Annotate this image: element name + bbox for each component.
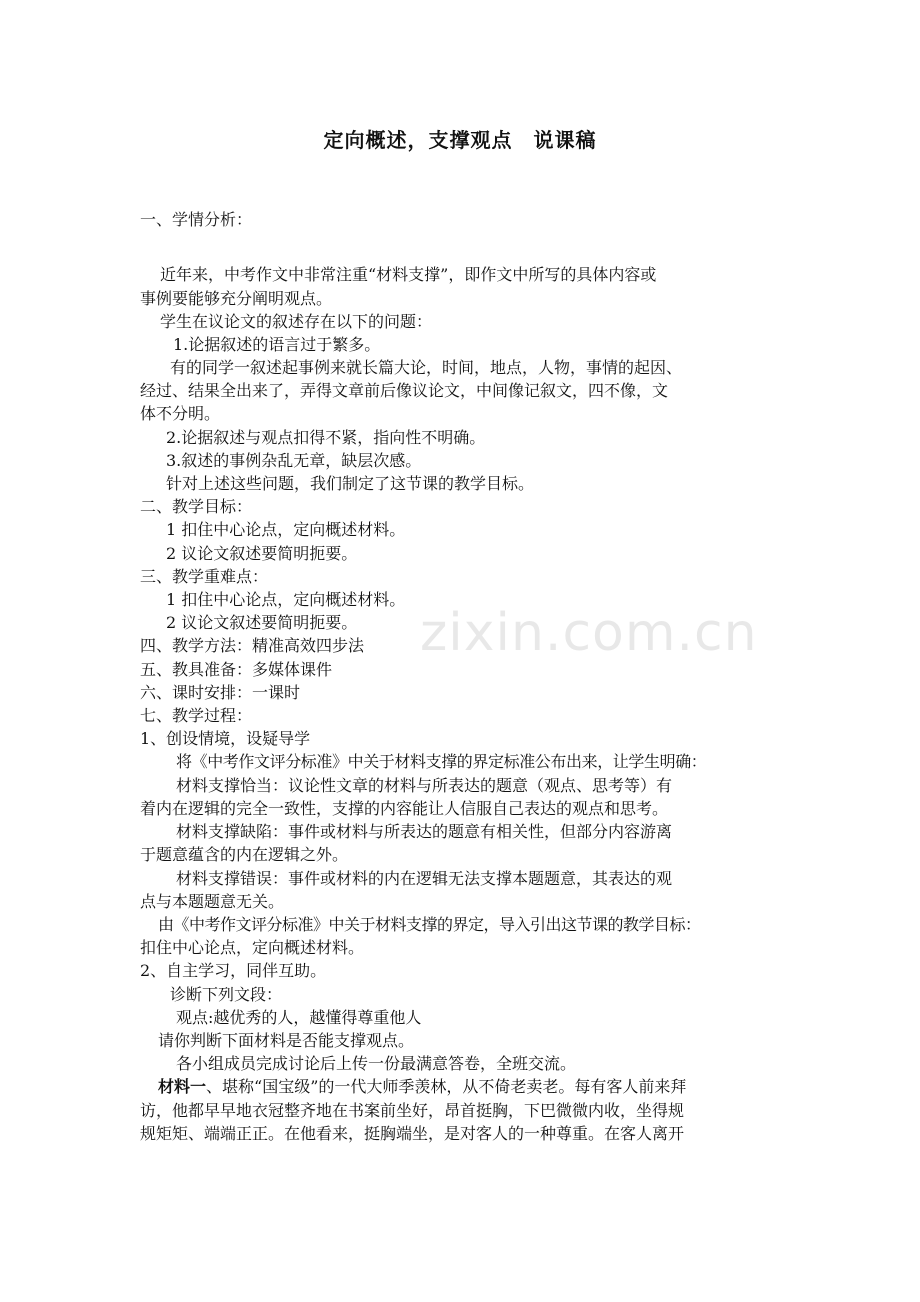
paragraph-line: 着内在逻辑的完全一致性，支撑的内容能让人信服自己表达的观点和思考。	[140, 799, 669, 818]
subsection-heading: 1、创设情境，设疑导学	[140, 729, 311, 748]
section-heading: 五、教具准备：多媒体课件	[140, 660, 333, 679]
paragraph-line: 近年来，中考作文中非常注重“材料支撑”，即作文中所写的具体内容或	[160, 265, 657, 284]
section-heading: 一、学情分析：	[140, 210, 253, 229]
paragraph-line: 针对上述这些问题，我们制定了这节课的教学目标。	[166, 474, 535, 493]
list-item: 1 扣住中心论点，定向概述材料。	[166, 590, 406, 609]
paragraph-line: 有的同学一叙述起事例来就长篇大论，时间，地点，人物，事情的起因、	[170, 358, 683, 377]
paragraph-line: 各小组成员完成讨论后上传一份最满意答卷，全班交流。	[176, 1054, 577, 1073]
paragraph-line: 诊断下列文段：	[170, 985, 283, 1004]
list-item: 1.论据叙述的语言过于繁多。	[173, 335, 381, 354]
paragraph-line: 访，他都早早地衣冠整齐地在书案前坐好，昂首挺胸，下巴微微内收，坐得规	[140, 1101, 685, 1120]
paragraph-line: 经过、结果全出来了，弄得文章前后像议论文，中间像记叙文，四不像，文	[140, 381, 669, 400]
subsection-heading: 2、自主学习，同伴互助。	[140, 961, 327, 980]
section-heading: 七、教学过程：	[140, 706, 253, 725]
section-heading: 六、课时安排：一课时	[140, 683, 301, 702]
list-item: 2 议论文叙述要简明扼要。	[166, 613, 358, 632]
paragraph-line: 请你判断下面材料是否能支撑观点。	[158, 1031, 415, 1050]
document-title: 定向概述，支撑观点 说课稿	[323, 128, 597, 152]
material-label: 材料一	[158, 1077, 207, 1096]
section-heading: 四、教学方法：精准高效四步法	[140, 636, 365, 655]
paragraph-line: 事例要能够充分阐明观点。	[140, 289, 333, 308]
list-item: 1 扣住中心论点，定向概述材料。	[166, 520, 406, 539]
material-line	[158, 1076, 808, 1098]
section-heading: 三、教学重难点：	[140, 567, 269, 586]
material-text: 、堪称“国宝级”的一代大师季羡林，从不倚老卖老。每有客人前来拜	[206, 1077, 687, 1096]
paragraph-line: 由《中考作文评分标准》中关于材料支撑的界定，导入引出这节课的教学目标：	[158, 915, 701, 934]
section-heading: 二、教学目标：	[140, 497, 253, 516]
list-item: 3.叙述的事例杂乱无章，缺层次感。	[166, 451, 422, 470]
watermark: zixin.com.cn	[420, 603, 758, 663]
paragraph-line: 体不分明。	[140, 404, 221, 423]
list-item: 2 议论文叙述要简明扼要。	[166, 544, 358, 563]
paragraph-line: 将《中考作文评分标准》中关于材料支撑的界定标准公布出来，让学生明确：	[176, 752, 707, 771]
paragraph-line: 材料支撑错误：事件或材料的内在逻辑无法支撑本题题意，其表达的观	[176, 869, 673, 888]
paragraph-line: 材料支撑恰当：议论性文章的材料与所表达的题意（观点、思考等）有	[176, 776, 673, 795]
paragraph-line: 规矩矩、端端正正。在他看来，挺胸端坐，是对客人的一种尊重。在客人离开	[140, 1124, 685, 1143]
paragraph-line: 学生在议论文的叙述存在以下的问题：	[160, 312, 433, 331]
paragraph-line: 观点:越优秀的人，越懂得尊重他人	[176, 1008, 422, 1027]
paragraph-line: 扣住中心论点，定向概述材料。	[140, 938, 365, 957]
paragraph-line: 点与本题题意无关。	[140, 892, 285, 911]
list-item: 2.论据叙述与观点扣得不紧，指向性不明确。	[166, 428, 486, 447]
paragraph-line: 材料支撑缺陷：事件或材料与所表达的题意有相关性，但部分内容游离	[176, 822, 673, 841]
paragraph-line: 于题意蕴含的内在逻辑之外。	[140, 845, 349, 864]
